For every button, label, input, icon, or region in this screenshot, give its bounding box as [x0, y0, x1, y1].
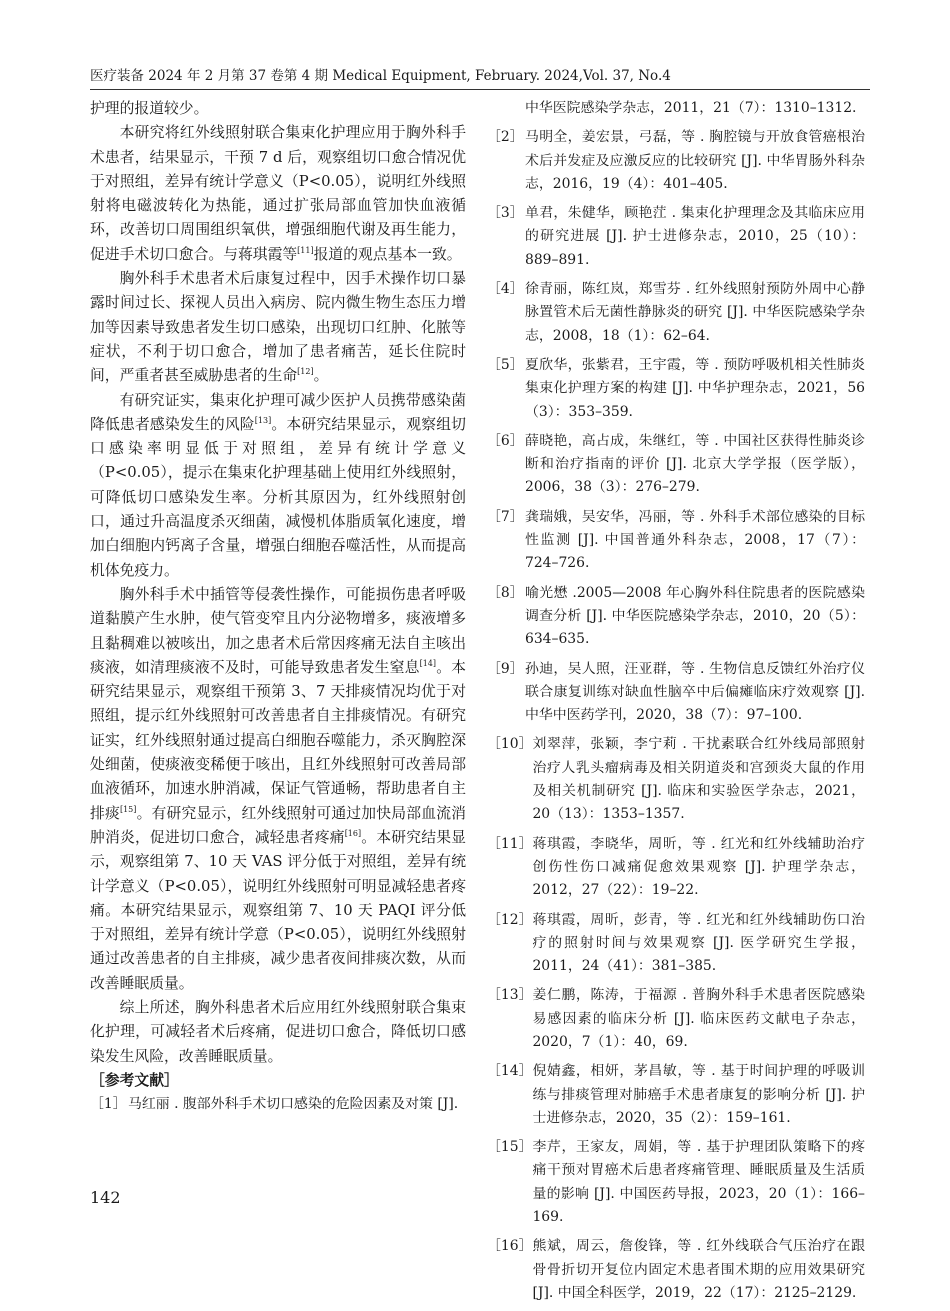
citation: [14] [419, 658, 437, 668]
citation: [11] [297, 245, 314, 255]
paragraph-bundle-care [90, 389, 466, 583]
citation: [13] [254, 415, 272, 425]
paragraph-infection-risk [90, 267, 466, 388]
reference-item [487, 430, 865, 500]
paragraph-text: 。 [313, 367, 329, 385]
reference-item [487, 909, 865, 979]
reference-text: 龚瑞娥，吴安华，冯丽，等 . 外科手术部位感染的目标性监测 [J]. 中国普通外科杂志，2008，17（7）：724–726. [525, 508, 865, 572]
reference-number: ［5］ [487, 356, 524, 373]
reference-item [487, 733, 865, 826]
header-rule [90, 89, 870, 90]
reference-number: ［6］ [487, 432, 524, 449]
reference-text: 姜仁鹏，陈涛，于福源 . 普胸外科手术患者医院感染易感因素的临床分析 [J]. 临床医药文献电子杂志，2020，7（1）：40，69. [532, 987, 865, 1050]
reference-continuation: 中华医院感染学杂志，2011，21（7）：1310–1312. [525, 100, 857, 116]
paragraph-text: 本研究将红外线照射联合集束化护理应用于胸外科手术患者，结果显示，干预 7 d 后，观察组切口愈合情况优于对照组，差异有统计学意义（P<0.05），说明红外线照射将电磁波转化为热能，通过扩张局部血管加快血液循环，改善切口周围组织氧供，增强细胞代谢及再生能力，促进手术切口愈合。与蒋琪霞等 [90, 124, 466, 263]
reference-item [487, 582, 865, 652]
reference-text: 李芹，王家友，周娟，等 . 基于护理团队策略下的疼痛干预对胃癌术后患者疼痛管理、睡眠质量及生活质量的影响 [J]. 中国医药导报，2023，20（1）：166–169. [532, 1139, 865, 1226]
reference-item [90, 1093, 466, 1116]
right-column [487, 97, 865, 1311]
reference-number: ［10］ [487, 736, 533, 753]
citation: [12] [297, 367, 314, 377]
paragraph-intro-tail: 护理的报道较少。 [90, 100, 209, 117]
references-heading: ［参考文献］ [90, 1071, 179, 1089]
paragraph-text: 有研究证实，集束化护理可减少医护人员携带感染菌降低患者感染发生的风险 [90, 391, 466, 433]
reference-number: ［16］ [487, 1238, 533, 1255]
paragraph-sputum-pain [90, 583, 466, 996]
reference-text: 孙迪，吴人照，汪亚群，等 . 生物信息反馈红外治疗仪联合康复训练对缺血性脑卒中后偏瘫临床疗效观察 [J]. 中华中医药学刊，2020，38（7）：97–100. [525, 660, 865, 724]
page-number: 142 [90, 1188, 121, 1207]
citation: [16] [344, 828, 362, 838]
paragraph-wound-healing [90, 121, 466, 267]
paragraph-text: 胸外科手术中插管等侵袭性操作，可能损伤患者呼吸道黏膜产生水肿，使气管变窄且内分泌物增多，痰液增多且黏稠难以被咳出，加之患者术后常因疼痛无法自主咳出痰液，如清理痰液不及时，可能导致患者发生窒息 [90, 585, 466, 676]
paragraph-text: 报道的观点基本一致。 [313, 245, 462, 263]
reference-item [487, 1136, 865, 1229]
reference-number: ［12］ [487, 911, 533, 928]
reference-item [487, 984, 865, 1054]
reference-text: 蒋琪霞，李晓华，周昕，等 . 红光和红外线辅助治疗创伤性伤口减痛促愈效果观察 [J]. 护理学杂志，2012，27（22）：19–22. [532, 835, 865, 899]
reference-number: ［2］ [487, 129, 524, 146]
reference-text: 刘翠萍，张颖，李宁莉 . 干扰素联合红外线局部照射治疗人乳头瘤病毒及相关阴道炎和宫颈炎大鼠的作用及相关机制研究 [J]. 临床和实验医学杂志，2021，20（13）：1353–1357. [532, 736, 865, 823]
reference-number: ［11］ [487, 835, 533, 852]
reference-text: 熊斌，周云，詹俊锋，等 . 红外线联合气压治疗在跟骨骨折切开复位内固定术患者围术期的应用效果研究 [J]. 中国全科医学，2019，22（17）：2125–2129. [532, 1238, 865, 1301]
reference-item [487, 126, 865, 196]
reference-number: ［1］ [90, 1096, 127, 1113]
reference-item [487, 1060, 865, 1130]
reference-item [487, 354, 865, 424]
paragraph-text: 。本研究结果显示，观察组干预第 3、7 天排痰情况均优于对照组，提示红外线照射可改善患者自主排痰情况。有研究证实，红外线照射通过提高白细胞吞噬能力，杀灭胸腔深处细菌，使痰液变稀便于咳出，且红外线照射可改善局部血液循环，加速水肿消减，保证气管通畅，帮助患者自主排痰 [90, 658, 466, 822]
reference-number: ［13］ [487, 987, 533, 1004]
paragraph-text: 。本研究结果显示，观察组切口感染率明显低于对照组，差异有统计学意义（P<0.05），提示在集束化护理基础上使用红外线照射，可降低切口感染发生率。分析其原因为，红外线照射创口，通过升高温度杀灭细菌，减慢机体脂质氧化速度，增加白细胞内钙离子含量，增强白细胞吞噬活性，从而提高机体免疫力。 [90, 415, 466, 579]
reference-text: 单君，朱健华，顾艳茳 . 集束化护理理念及其临床应用的研究进展 [J]. 护士进修杂志，2010，25（10）：889–891. [525, 205, 865, 268]
reference-number: ［15］ [487, 1139, 533, 1156]
reference-number: ［3］ [487, 205, 524, 222]
citation: [15] [119, 804, 137, 814]
reference-text: 蒋琪霞，周昕，彭青，等 . 红光和红外线辅助伤口治疗的照射时间与效果观察 [J]. 医学研究生学报，2011，24（41）：381–385. [532, 911, 865, 975]
running-header: 医疗装备 2024 年 2 月第 37 卷第 4 期 Medical Equipment, February. 2024,Vol. 37, No.4 [90, 68, 671, 84]
reference-item [487, 202, 865, 272]
paragraph-text: 。有研究显示，红外线照射可通过加快局部血流消肿消炎，促进切口愈合，减轻患者疼痛 [90, 804, 466, 846]
paragraph-text: 胸外科手术患者术后康复过程中，因手术操作切口暴露时间过长、探视人员出入病房、院内微生物生态压力增加等因素导致患者发生切口感染，出现切口红肿、化脓等症状，不利于切口愈合，增加了患者痛苦，延长住院时间，严重者甚至威胁患者的生命 [90, 270, 466, 385]
reference-number: ［8］ [487, 584, 524, 601]
reference-number: ［9］ [487, 660, 524, 677]
reference-text: 薛晓艳，高占成，朱继红，等 . 中国社区获得性肺炎诊断和治疗指南的评价 [J]. 北京大学学报（医学版），2006，38（3）：276–279. [525, 432, 865, 496]
paragraph-text: 。本研究结果显示，观察组第 7、10 天 VAS 评分低于对照组，差异有统计学意义（P<0.05），说明红外线照射可明显减轻患者疼痛。本研究结果显示，观察组第 7、10 天 PAQI 评分低于对照组，差异有统计学意（P<0.05），说明红外线照射通过改善患者的自主排痰，减少患者夜间排痰次数，从而改善睡眠质量。 [90, 828, 466, 992]
paragraph-conclusion: 综上所述，胸外科患者术后应用红外线照射联合集束化护理，可减轻者术后疼痛，促进切口愈合，降低切口感染发生风险，改善睡眠质量。 [90, 998, 466, 1065]
reference-item [487, 658, 865, 728]
reference-item [487, 278, 865, 348]
reference-list [487, 126, 865, 1305]
reference-text: 徐青丽，陈红岚，郑雪芬 . 红外线照射预防外周中心静脉置管术后无菌性静脉炎的研究 [J]. 中华医院感染学杂志，2008，18（1）：62–64. [525, 281, 865, 344]
reference-text: 马红丽 . 腹部外科手术切口感染的危险因素及对策 [J]. [128, 1096, 459, 1113]
reference-number: ［4］ [487, 281, 524, 298]
left-column [90, 97, 466, 1116]
reference-item [487, 1235, 865, 1305]
reference-item [487, 506, 865, 576]
reference-number: ［14］ [487, 1063, 533, 1080]
reference-text: 马明全，姜宏景，弓磊，等 . 胸腔镜与开放食管癌根治术后并发症及应激反应的比较研究 [J]. 中华胃肠外科杂志，2016，19（4）：401–405. [525, 129, 865, 192]
reference-number: ［7］ [487, 508, 524, 525]
reference-text: 倪婧鑫，相妍，茅昌敏，等 . 基于时间护理的呼吸训练与排痰管理对肺癌手术患者康复的影响分析 [J]. 护士进修杂志，2020，35（2）：159–161. [532, 1063, 865, 1126]
reference-item [487, 833, 865, 903]
reference-text: 夏欣华，张紫君，王宇霞，等 . 预防呼吸机相关性肺炎集束化护理方案的构建 [J]. 中华护理杂志，2021，56（3）：353–359. [525, 356, 865, 420]
reference-text: 喻光懋 .2005—2008 年心胸外科住院患者的医院感染调查分析 [J]. 中华医院感染学杂志，2010，20（5）：634–635. [525, 584, 865, 648]
